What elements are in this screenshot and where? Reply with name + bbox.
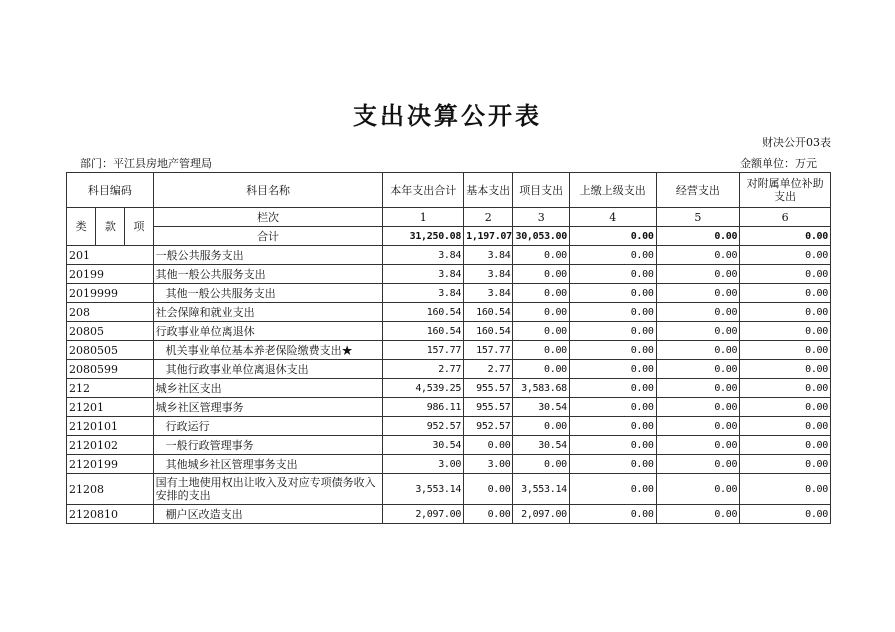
amount-cell: 3.84 — [464, 265, 513, 284]
subject-code-cell: 2019999 — [67, 284, 154, 303]
form-number: 财决公开03表 — [762, 136, 831, 149]
subject-name-cell: 其他行政事业单位离退休支出 — [153, 360, 383, 379]
table-row — [67, 284, 831, 303]
amount-cell: 3.84 — [383, 265, 464, 284]
subject-name-cell: 棚户区改造支出 — [153, 505, 383, 524]
amount-cell: 3,553.14 — [513, 474, 569, 505]
subject-name-cell: 城乡社区支出 — [153, 379, 383, 398]
amount-cell: 0.00 — [569, 455, 656, 474]
table-row — [67, 505, 831, 524]
amount-cell: 0.00 — [513, 246, 569, 265]
amount-cell: 3.00 — [464, 455, 513, 474]
amount-cell: 0.00 — [569, 322, 656, 341]
table-row — [67, 455, 831, 474]
subject-name-cell: 机关事业单位基本养老保险缴费支出★ — [153, 341, 383, 360]
subject-name-cell: 其他一般公共服务支出 — [153, 284, 383, 303]
amount-cell: 0.00 — [569, 474, 656, 505]
amount-cell: 2,097.00 — [513, 505, 569, 524]
amount-cell: 3,583.68 — [513, 379, 569, 398]
amount-cell: 3.84 — [383, 246, 464, 265]
total-cell: 30,053.00 — [513, 227, 569, 246]
header-subsidy: 对附属单位补助支出 — [740, 173, 831, 208]
amount-cell: 0.00 — [656, 360, 740, 379]
amount-cell: 986.11 — [383, 398, 464, 417]
page-title: 支出决算公开表 — [353, 101, 542, 130]
header-subject-code: 科目编码 — [67, 173, 154, 208]
amount-cell: 0.00 — [656, 341, 740, 360]
amount-cell: 0.00 — [513, 303, 569, 322]
amount-cell: 0.00 — [740, 265, 831, 284]
amount-cell: 0.00 — [740, 398, 831, 417]
amount-cell: 0.00 — [656, 455, 740, 474]
amount-cell: 0.00 — [513, 341, 569, 360]
subject-code-cell: 2120810 — [67, 505, 154, 524]
column-number: 4 — [569, 208, 656, 227]
column-number: 3 — [513, 208, 569, 227]
amount-cell: 0.00 — [569, 417, 656, 436]
subject-code-cell: 20199 — [67, 265, 154, 284]
total-cell: 1,197.07 — [464, 227, 513, 246]
amount-cell: 0.00 — [569, 246, 656, 265]
subject-name-cell: 一般行政管理事务 — [153, 436, 383, 455]
amount-cell: 952.57 — [383, 417, 464, 436]
column-number: 5 — [656, 208, 740, 227]
amount-cell: 30.54 — [383, 436, 464, 455]
subject-name-cell: 国有土地使用权出让收入及对应专项债务收入安排的支出 — [153, 474, 383, 505]
amount-cell: 0.00 — [513, 322, 569, 341]
header-project: 项目支出 — [513, 173, 569, 208]
amount-cell: 0.00 — [656, 436, 740, 455]
table-row — [67, 303, 831, 322]
amount-cell: 0.00 — [513, 265, 569, 284]
amount-cell: 0.00 — [656, 398, 740, 417]
amount-cell: 160.54 — [383, 303, 464, 322]
amount-cell: 160.54 — [464, 322, 513, 341]
table-row — [67, 341, 831, 360]
table-row — [67, 417, 831, 436]
amount-cell: 0.00 — [513, 417, 569, 436]
amount-cell: 0.00 — [464, 505, 513, 524]
total-cell: 0.00 — [740, 227, 831, 246]
header-operating: 经营支出 — [656, 173, 740, 208]
amount-cell: 0.00 — [569, 303, 656, 322]
amount-cell: 3.84 — [383, 284, 464, 303]
column-number: 2 — [464, 208, 513, 227]
amount-unit-label: 金额单位：万元 — [740, 157, 817, 170]
amount-cell: 0.00 — [513, 455, 569, 474]
amount-cell: 0.00 — [656, 322, 740, 341]
column-number-label: 栏次 — [153, 208, 383, 227]
header-item: 项 — [125, 208, 153, 246]
amount-cell: 157.77 — [383, 341, 464, 360]
subject-name-cell: 行政运行 — [153, 417, 383, 436]
amount-cell: 0.00 — [740, 505, 831, 524]
header-turnover: 上缴上级支出 — [569, 173, 656, 208]
column-number: 6 — [740, 208, 831, 227]
amount-cell: 2.77 — [383, 360, 464, 379]
header-subject-name: 科目名称 — [153, 173, 383, 208]
table-row — [67, 360, 831, 379]
amount-cell: 0.00 — [740, 436, 831, 455]
subject-code-cell: 21201 — [67, 398, 154, 417]
amount-cell: 0.00 — [569, 398, 656, 417]
subject-code-cell: 2120101 — [67, 417, 154, 436]
amount-cell: 2,097.00 — [383, 505, 464, 524]
amount-cell: 0.00 — [740, 455, 831, 474]
amount-cell: 0.00 — [740, 341, 831, 360]
amount-cell: 3.84 — [464, 246, 513, 265]
total-cell: 0.00 — [656, 227, 740, 246]
amount-cell: 4,539.25 — [383, 379, 464, 398]
amount-cell: 0.00 — [513, 284, 569, 303]
subject-code-cell: 21208 — [67, 474, 154, 505]
subject-code-cell: 20805 — [67, 322, 154, 341]
total-row — [67, 227, 831, 246]
amount-cell: 0.00 — [656, 379, 740, 398]
table-row — [67, 379, 831, 398]
total-label: 合计 — [153, 227, 383, 246]
amount-cell: 0.00 — [569, 265, 656, 284]
amount-cell: 0.00 — [740, 379, 831, 398]
amount-cell: 0.00 — [740, 284, 831, 303]
amount-cell: 0.00 — [656, 417, 740, 436]
table-row — [67, 398, 831, 417]
amount-cell: 160.54 — [464, 303, 513, 322]
amount-cell: 0.00 — [740, 322, 831, 341]
total-cell: 31,250.08 — [383, 227, 464, 246]
subject-code-cell: 208 — [67, 303, 154, 322]
amount-cell: 0.00 — [569, 505, 656, 524]
amount-cell: 0.00 — [569, 379, 656, 398]
table-row — [67, 474, 831, 505]
amount-cell: 0.00 — [569, 341, 656, 360]
amount-cell: 955.57 — [464, 379, 513, 398]
amount-cell: 0.00 — [656, 265, 740, 284]
table-row — [67, 265, 831, 284]
amount-cell: 3,553.14 — [383, 474, 464, 505]
amount-cell: 955.57 — [464, 398, 513, 417]
department-label: 部门：平江县房地产管理局 — [80, 157, 212, 170]
table-row — [67, 246, 831, 265]
amount-cell: 0.00 — [569, 360, 656, 379]
amount-cell: 0.00 — [569, 436, 656, 455]
table-row — [67, 322, 831, 341]
amount-cell: 952.57 — [464, 417, 513, 436]
amount-cell: 0.00 — [740, 417, 831, 436]
expenditure-table — [66, 172, 831, 524]
subject-name-cell: 其他一般公共服务支出 — [153, 265, 383, 284]
subject-code-cell: 201 — [67, 246, 154, 265]
amount-cell: 0.00 — [569, 284, 656, 303]
header-section: 款 — [96, 208, 125, 246]
subject-code-cell: 2120102 — [67, 436, 154, 455]
column-number: 1 — [383, 208, 464, 227]
amount-cell: 160.54 — [383, 322, 464, 341]
amount-cell: 0.00 — [740, 474, 831, 505]
header-category: 类 — [67, 208, 96, 246]
amount-cell: 2.77 — [464, 360, 513, 379]
subject-code-cell: 2120199 — [67, 455, 154, 474]
amount-cell: 0.00 — [656, 246, 740, 265]
amount-cell: 0.00 — [513, 360, 569, 379]
subject-name-cell: 其他城乡社区管理事务支出 — [153, 455, 383, 474]
amount-cell: 0.00 — [740, 303, 831, 322]
amount-cell: 30.54 — [513, 398, 569, 417]
table-row — [67, 436, 831, 455]
amount-cell: 0.00 — [656, 303, 740, 322]
amount-cell: 0.00 — [464, 474, 513, 505]
subject-code-cell: 2080505 — [67, 341, 154, 360]
total-cell: 0.00 — [569, 227, 656, 246]
subject-name-cell: 城乡社区管理事务 — [153, 398, 383, 417]
header-basic: 基本支出 — [464, 173, 513, 208]
amount-cell: 0.00 — [656, 284, 740, 303]
amount-cell: 30.54 — [513, 436, 569, 455]
amount-cell: 3.00 — [383, 455, 464, 474]
subject-name-cell: 社会保障和就业支出 — [153, 303, 383, 322]
amount-cell: 0.00 — [464, 436, 513, 455]
subject-code-cell: 2080599 — [67, 360, 154, 379]
subject-name-cell: 一般公共服务支出 — [153, 246, 383, 265]
amount-cell: 0.00 — [656, 474, 740, 505]
amount-cell: 157.77 — [464, 341, 513, 360]
amount-cell: 0.00 — [740, 360, 831, 379]
amount-cell: 3.84 — [464, 284, 513, 303]
subject-code-cell: 212 — [67, 379, 154, 398]
amount-cell: 0.00 — [740, 246, 831, 265]
header-total: 本年支出合计 — [383, 173, 464, 208]
amount-cell: 0.00 — [656, 505, 740, 524]
subject-name-cell: 行政事业单位离退休 — [153, 322, 383, 341]
